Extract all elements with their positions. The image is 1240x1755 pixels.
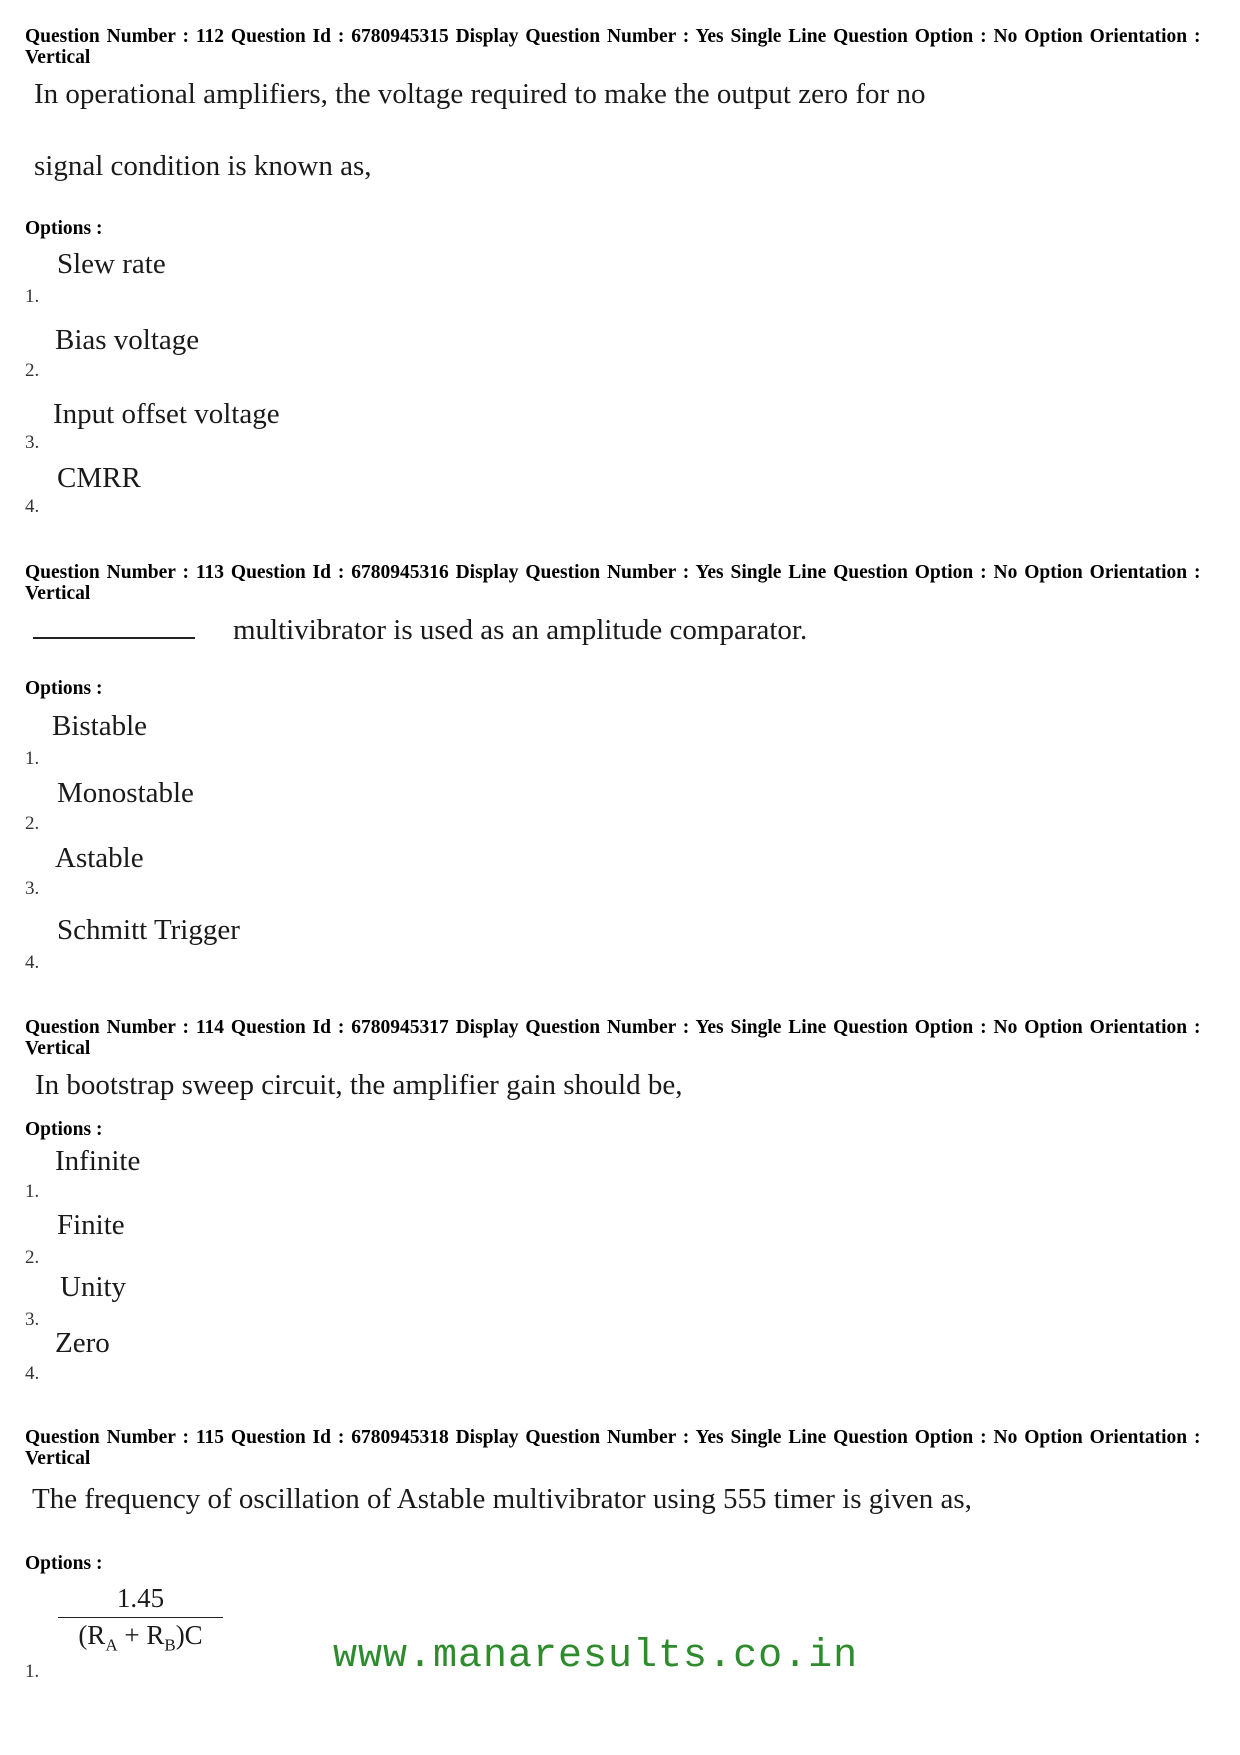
options-label: Options :: [25, 218, 103, 239]
options-label: Options :: [25, 678, 103, 699]
fraction-denominator: $(R_A + R_B)C$: [78, 1620, 203, 1655]
option-text: CMRR: [57, 462, 141, 494]
option-number: 3.: [25, 878, 40, 899]
option-text: Slew rate: [57, 248, 166, 280]
question-114: [25, 1017, 1215, 1384]
options-label: Options :: [25, 1553, 103, 1574]
option-text: Zero: [55, 1327, 110, 1359]
option-number: 2.: [25, 360, 40, 381]
formula-fraction: [58, 1583, 223, 1655]
question-text-line: [33, 614, 807, 647]
question-header: Question Number : 115 Question Id : 6780945318 Display Question Number : Yes Single Line Question Option : No Option Orientation : Vertical: [25, 1427, 1201, 1469]
question-text-line: In bootstrap sweep circuit, the amplifier gain should be,: [35, 1069, 683, 1101]
option-text: Bias voltage: [55, 324, 200, 356]
option-number: 4.: [25, 496, 40, 517]
option-number: 1.: [25, 748, 40, 769]
option-number: 1.: [25, 1181, 40, 1202]
fraction-numerator: 1.45: [116, 1583, 165, 1613]
question-header: Question Number : 114 Question Id : 6780945317 Display Question Number : Yes Single Line Question Option : No Option Orientation : Vertical: [25, 1017, 1201, 1059]
option-number: 4.: [25, 952, 40, 973]
question-text: multivibrator is used as an amplitude comparator.: [233, 614, 808, 646]
question-text-line: In operational amplifiers, the voltage required to make the output zero for no: [34, 78, 926, 110]
question-header: Question Number : 112 Question Id : 6780945315 Display Question Number : Yes Single Line Question Option : No Option Orientation : Vertical: [25, 26, 1201, 68]
question-text-line: The frequency of oscillation of Astable multivibrator using 555 timer is given as,: [32, 1483, 972, 1515]
option-text: Unity: [60, 1271, 127, 1303]
option-number: 1.: [25, 1661, 40, 1682]
option-text: Astable: [55, 842, 144, 874]
option-number: 1.: [25, 286, 40, 307]
option-number: 3.: [25, 1309, 40, 1330]
question-113: [25, 562, 1215, 973]
question-header: Question Number : 113 Question Id : 6780945316 Display Question Number : Yes Single Line Question Option : No Option Orientation : Vertical: [25, 562, 1201, 604]
option-number: 4.: [25, 1363, 40, 1384]
answer-blank: [33, 615, 195, 639]
options-label: Options :: [25, 1119, 103, 1140]
option-text: Monostable: [57, 777, 194, 809]
question-text-line: signal condition is known as,: [34, 150, 372, 182]
site-watermark: www.manaresults.co.in: [333, 1634, 859, 1679]
option-number: 2.: [25, 813, 40, 834]
option-text: Input offset voltage: [53, 398, 280, 430]
option-number: 2.: [25, 1247, 40, 1268]
option-number: 3.: [25, 432, 40, 453]
option-text: Finite: [57, 1209, 125, 1241]
option-text: Schmitt Trigger: [57, 914, 240, 946]
fraction-bar: [58, 1617, 223, 1618]
question-112: [25, 26, 1215, 517]
option-text: Bistable: [52, 710, 148, 742]
option-text: Infinite: [55, 1145, 141, 1177]
